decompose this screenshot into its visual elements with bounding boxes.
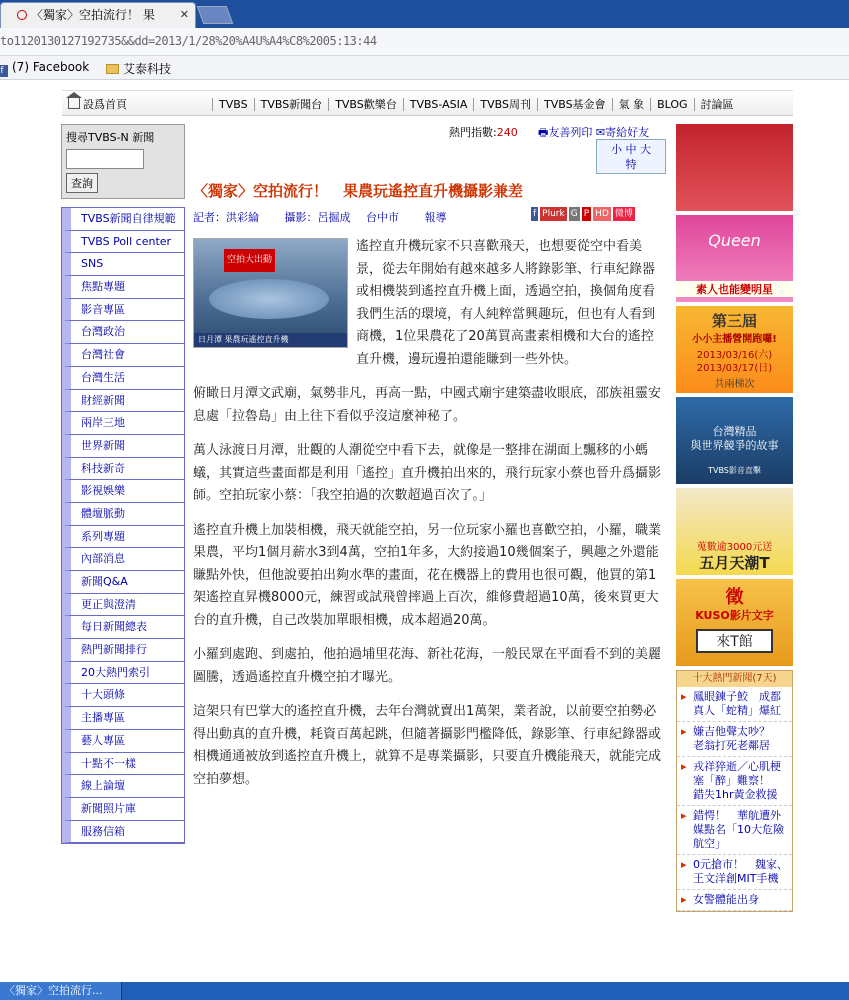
taskbar [0, 982, 849, 1000]
new-tab-button[interactable] [197, 6, 234, 24]
ad-banner-queen[interactable] [676, 215, 793, 302]
article-paragraph: 小羅到處跑、到處拍，他拍過埔里花海、新社花海，一般民眾在平面看不到的美麗圖騰，透過遙控直升機空拍才曝光。 [193, 647, 662, 685]
top10-item[interactable]: ▸ 女警體能出身 [677, 890, 792, 911]
web-page [0, 80, 849, 982]
nav-links [212, 96, 740, 112]
news-search-box [61, 124, 185, 199]
menu-item[interactable]: 科技新奇 [62, 458, 184, 481]
photo-bar: 日月潭 果農玩遙控直升機 [194, 333, 347, 347]
nav-link[interactable]: TVBS歡樂台 [328, 98, 403, 111]
share-buttons [531, 206, 637, 221]
ad-subtitle: 素人也能變明星 [676, 281, 793, 297]
plurk-share-icon[interactable]: Plurk [542, 208, 565, 219]
tab-close-icon[interactable]: ✕ [179, 8, 189, 21]
reporter: 記者：洪彩綸 [193, 211, 259, 224]
search-label: 搜尋TVBS-N 新聞 [66, 131, 155, 144]
menu-item[interactable]: 服務信箱 [62, 821, 184, 844]
font-size-special[interactable]: 特 [625, 158, 637, 171]
menu-item[interactable]: 十大頭條 [62, 684, 184, 707]
menu-item[interactable]: 兩岸三地 [62, 412, 184, 435]
nav-link[interactable]: TVBS新聞台 [254, 98, 329, 111]
menu-item[interactable]: 世界新聞 [62, 435, 184, 458]
weibo-share-icon[interactable]: 微博 [614, 208, 633, 219]
print-link[interactable]: 友善列印 [548, 126, 593, 139]
nav-link[interactable]: TVBS [212, 98, 254, 111]
top-nav [62, 90, 793, 116]
top10-item[interactable]: ▸ 鳳眼鍊子鮫 成都真人「蛇精」爆紅 [677, 687, 792, 722]
hot-index [449, 124, 518, 140]
menu-item[interactable]: 十點不一樣 [62, 753, 184, 776]
ad-title: Queen [708, 231, 761, 250]
ad-title: 台灣精品 [712, 425, 757, 438]
ad-banner-mayday-tee[interactable] [676, 488, 793, 575]
printer-icon: 🖶 [538, 126, 549, 139]
folder-icon [106, 64, 119, 74]
menu-item[interactable]: SNS [62, 253, 184, 276]
ad-date2: 2013/03/17(日) [696, 363, 773, 374]
ad-note: TVBS影音直擊 [708, 466, 761, 475]
ad-title: 蒐數逾3000元送 [696, 542, 773, 553]
set-home-label: 設爲首頁 [83, 98, 127, 111]
address-text[interactable]: to1120130127192735&&dd=2013/1/28%20%A4U%A4%C8%2005:13:44 [0, 34, 377, 48]
browser-tab-strip [0, 0, 849, 28]
para-text: 遙控直升機玩家不只喜歡飛天，也想要從空中看美景，從去年開始有越來越多人將錄影筆、行車紀錄器或相機裝到遙控直升機上面，透過空拍，換個角度看我們生活的環境，有人純粹當興趣玩，但也有人看到商機，1位果農花了20萬買高畫素相機和大台的遙控直升機，邊玩邊拍還能賺到一些外快。 [356, 239, 656, 367]
ad-subtitle: 五月天潮T [699, 554, 770, 572]
article-paragraph: 俯瞰日月潭文武廟，氣勢非凡，再高一點，中國式廟宇建築盡收眼底，邵族祖靈安息處「拉魯島」由上往下看似乎沒這麼神秘了。 [193, 386, 662, 424]
menu-item[interactable]: 台灣政治 [62, 321, 184, 344]
camera-credit: 攝影：呂掘成 [284, 211, 351, 224]
font-size-selector [596, 139, 666, 174]
search-input[interactable] [66, 149, 144, 169]
ad-banner-taiwan-excellence[interactable] [676, 397, 793, 484]
menu-item[interactable]: 新聞Q&A [62, 571, 184, 594]
address-bar[interactable] [0, 28, 849, 56]
menu-item[interactable]: 影視娛樂 [62, 480, 184, 503]
article-body [193, 236, 663, 803]
nav-link[interactable]: 討論區 [694, 98, 740, 111]
ad-title: 第三屆 [711, 312, 757, 330]
tab-favicon-icon [17, 10, 27, 20]
ad-subtitle: 小小主播營開跑囉! [692, 334, 777, 345]
ad-date1: 2013/03/16(六) [696, 350, 773, 361]
google-share-icon[interactable]: G [570, 208, 578, 219]
ad-banner-gifts[interactable] [676, 124, 793, 211]
menu-item[interactable]: 藝人專區 [62, 730, 184, 753]
article-paragraph: 這架只有巴掌大的遙控直升機，去年台灣就賣出1萬架，業者說，以前要空拍勢必得出動真的直升機，耗資百萬起跳，但隨著攝影門檻降低，錄影筆、行車紀錄器或相機通通被放到遙控直升機上，就算不是專業攝影，只要直升機能飛天，就能完成空拍夢想。 [193, 704, 662, 787]
bookmark-facebook[interactable] [0, 60, 89, 77]
taskbar-window-button[interactable]: 〈獨家〉空拍流行... [0, 982, 122, 1000]
menu-item[interactable]: 財經新聞 [62, 390, 184, 413]
menu-item[interactable]: 內部消息 [62, 548, 184, 571]
bookmark-label: 艾泰科技 [123, 62, 172, 76]
top10-list [677, 687, 792, 911]
bookmarks-bar [0, 56, 849, 80]
top10-item[interactable]: ▸ 0元搶市！ 魏家、王文洋創MIT手機 [677, 855, 792, 890]
ad-banner-kuso[interactable] [676, 579, 793, 666]
top10-item[interactable]: ▸ 錯愕！ 華航遭外媒點名「10大危險航空」 [677, 806, 792, 855]
news-photo[interactable] [193, 238, 348, 348]
facebook-share-icon[interactable]: f [533, 208, 537, 219]
facebook-icon: f [0, 65, 8, 77]
browser-tab[interactable] [0, 2, 196, 28]
hot-label: 熱門指數: [449, 126, 497, 139]
set-home-link[interactable] [68, 96, 127, 112]
lake-image [209, 279, 329, 319]
tab-title: 〈獨家〉空拍流行！ 果 [31, 8, 155, 22]
menu-item[interactable]: 台灣生活 [62, 367, 184, 390]
menu-item[interactable]: 影音專區 [62, 299, 184, 322]
bookmark-label: (7) Facebook [12, 60, 90, 74]
menu-item[interactable]: 台灣社會 [62, 344, 184, 367]
mail-link[interactable]: 寄給好友 [605, 126, 650, 139]
ad-subtitle: KUSO影片文字 [695, 609, 774, 622]
nav-link[interactable]: TVBS-ASIA [403, 98, 474, 111]
article-headline: 〈獨家〉空拍流行！ 果農玩遙控直升機攝影兼差 [193, 182, 524, 200]
report-link[interactable]: 報導 [424, 211, 447, 224]
ad-subtitle: 與世界競爭的故事 [690, 439, 779, 452]
menu-item[interactable]: TVBS Poll center [62, 231, 184, 254]
ad-title: 徵 [725, 587, 744, 608]
menu-item[interactable]: 體壇脈動 [62, 503, 184, 526]
bookmark-folder[interactable] [106, 60, 171, 77]
ad-banner-anchor-camp[interactable] [676, 306, 793, 393]
nav-link[interactable]: TVBS周刊 [473, 98, 537, 111]
location: 台中市 [366, 211, 399, 224]
top10-title: 十大熱門新聞(7天) [677, 671, 792, 687]
menu-item[interactable]: 系列專題 [62, 526, 184, 549]
hot-value: 240 [496, 126, 518, 139]
menu-item[interactable]: 焦點專題 [62, 276, 184, 299]
article-paragraph: 遙控直升機上加裝相機，飛天就能空拍，另一位玩家小羅也喜歡空拍，小羅，職業果農，平均1個月薪水3到4萬，空拍1年多，大約接過10幾個案子，興趣之外還能賺點外快，但他說要拍出夠水準的畫面，花在機器上的費用也很可觀，他買的第1架遙控直昇機8000元，練習或試飛曾摔過上百次，維修費超過10萬，後來買更大台的直升機，自己改裝加單眼相機，成本超過20萬。 [193, 522, 662, 628]
menu-item[interactable]: TVBS新聞自律規範 [62, 208, 184, 231]
nav-link[interactable]: BLOG [650, 98, 693, 111]
category-menu [61, 207, 185, 844]
photo-caption: 空拍大出動 [224, 249, 275, 272]
menu-item[interactable]: 20大熱門索引 [62, 662, 184, 685]
p-share-icon[interactable]: P [583, 208, 590, 219]
top10-item[interactable]: ▸ 嫌吉他聲太吵？ 老翁打死老鄰居 [677, 722, 792, 757]
hd-share-icon[interactable]: HD [595, 208, 609, 219]
menu-item[interactable]: 熱門新聞排行 [62, 639, 184, 662]
ad-note: 共兩梯次 [714, 379, 755, 390]
top10-news [676, 670, 793, 912]
menu-item[interactable]: 新聞照片庫 [62, 798, 184, 821]
search-button[interactable]: 查詢 [66, 173, 98, 193]
nav-link[interactable]: TVBS基金會 [537, 98, 612, 111]
menu-item[interactable]: 線上論壇 [62, 775, 184, 798]
top10-item[interactable]: ▸ 戎祥猝逝／心肌梗塞「醉」難察！ 錯失1hr黃金救援 [677, 757, 792, 806]
right-sidebar [676, 124, 793, 912]
article-paragraph: 萬人泳渡日月潭，壯觀的人潮從空中看下去，就像是一整排在湖面上飄移的小螞蟻，其實這些畫面都是利用「遙控」直升機拍出來的，飛行玩家小蔡也晉升爲攝影師。空拍玩家小蔡：「我空拍過的次數超過百次了。」 [193, 443, 662, 503]
nav-link[interactable]: 氣 象 [612, 98, 651, 111]
article-paragraph [193, 236, 663, 371]
ad-note: 來T館 [696, 629, 773, 653]
menu-item[interactable]: 更正與澄清 [62, 594, 184, 617]
mail-icon: ✉ [595, 126, 606, 139]
font-size-options[interactable]: 小 中 大 [611, 143, 651, 156]
left-sidebar [61, 124, 185, 844]
menu-item[interactable]: 主播專區 [62, 707, 184, 730]
menu-item[interactable]: 每日新聞總表 [62, 616, 184, 639]
house-icon [68, 98, 80, 109]
